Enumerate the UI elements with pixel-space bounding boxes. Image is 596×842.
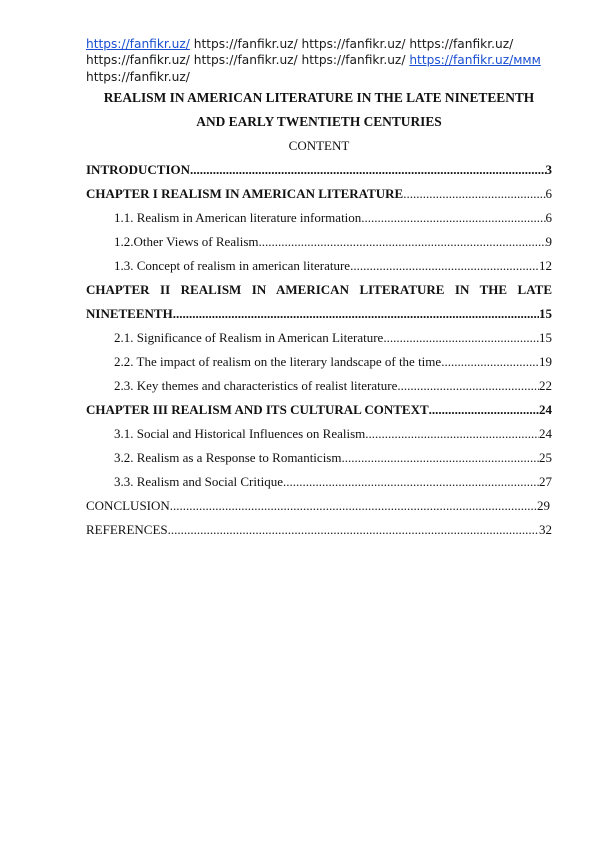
toc-leader <box>190 161 545 179</box>
content-heading: CONTENT <box>288 138 350 153</box>
toc-leader <box>383 329 539 347</box>
header-text: https://fanfikr.uz/ https://fanfikr.uz/ https://fanfikr.uz/ <box>86 53 406 68</box>
toc-label: 3.2. Realism as a Response to Romanticism <box>114 450 342 465</box>
toc-entry-3-1[interactable] <box>114 425 552 443</box>
toc-entry-2-3[interactable] <box>114 377 552 395</box>
header-line-1 <box>86 36 556 52</box>
toc-entry-chapter-3[interactable] <box>86 401 552 419</box>
toc-label: 3.1. Social and Historical Influences on Realism <box>114 426 366 441</box>
toc-page: 19 <box>539 354 552 369</box>
toc-entry-chapter-1[interactable] <box>86 185 552 203</box>
link-header <box>86 36 556 85</box>
toc-leader <box>283 473 539 491</box>
toc-page: 24 <box>539 426 552 441</box>
toc-page: 3 <box>545 162 552 177</box>
toc-page: 15 <box>539 306 552 321</box>
toc-page: 24 <box>539 402 552 417</box>
toc-leader <box>168 521 539 539</box>
toc-leader <box>403 185 545 203</box>
toc-entry-chapter-2[interactable] <box>86 305 552 323</box>
document-title-line-2: AND EARLY TWENTIETH CENTURIES <box>196 114 442 129</box>
toc-page: 15 <box>539 330 552 345</box>
document-title-line-1: REALISM IN AMERICAN LITERATURE IN THE LATE NINETEENTH <box>103 90 535 105</box>
header-link[interactable]: https://fanfikr.uz/ <box>86 37 190 51</box>
toc-entry-3-3[interactable] <box>114 473 552 491</box>
toc-entry-conclusion[interactable] <box>86 497 550 515</box>
header-text: https://fanfikr.uz/ https://fanfikr.uz/ https://fanfikr.uz/ <box>189 37 514 51</box>
toc-label: CHAPTER I REALISM IN AMERICAN LITERATURE <box>86 186 404 201</box>
toc-entry-2-2[interactable] <box>114 353 552 371</box>
toc-entry-1-3[interactable] <box>114 257 552 275</box>
toc-label: REFERENCES <box>86 522 168 537</box>
toc-leader <box>350 257 539 275</box>
toc-leader <box>365 425 539 443</box>
toc-entry-references[interactable] <box>86 521 552 539</box>
toc-label: INTRODUCTION <box>86 162 191 177</box>
header-line-3 <box>86 69 556 85</box>
toc-page: 9 <box>545 234 552 249</box>
toc-label: 2.2. The impact of realism on the literary landscape of the time <box>114 354 442 369</box>
toc-label: 1.3. Concept of realism in american literature <box>114 258 351 273</box>
header-text: https://fanfikr.uz/ <box>86 69 190 84</box>
toc-entry-introduction[interactable] <box>86 161 552 179</box>
toc-page: 25 <box>539 450 552 465</box>
toc-leader <box>397 377 539 395</box>
toc-chapter-2-line-1[interactable]: CHAPTER II REALISM IN AMERICAN LITERATURE IN THE LATE <box>86 282 552 297</box>
toc-page: 32 <box>539 522 552 537</box>
toc-leader <box>429 401 539 419</box>
toc-label: 2.3. Key themes and characteristics of realist literature <box>114 378 398 393</box>
toc-leader <box>173 305 539 323</box>
toc-leader <box>170 497 537 515</box>
toc-label: CHAPTER III REALISM AND ITS CULTURAL CONTEXT <box>86 402 429 417</box>
toc-page: 29 <box>537 498 550 513</box>
toc-label: 1.2.Other Views of Realism <box>114 234 259 249</box>
toc-leader <box>361 209 545 227</box>
toc-page: 12 <box>539 258 552 273</box>
toc-label: 2.1. Significance of Realism in American Literature <box>114 330 384 345</box>
toc-page: 22 <box>539 378 552 393</box>
toc-leader <box>259 233 546 251</box>
header-line-2 <box>86 52 556 68</box>
toc-entry-1-1[interactable] <box>114 209 552 227</box>
toc-label: NINETEENTH <box>86 306 173 321</box>
toc-entry-1-2[interactable] <box>114 233 552 251</box>
toc-leader <box>341 449 539 467</box>
toc-page: 6 <box>545 210 552 225</box>
toc-leader <box>441 353 539 371</box>
toc-label: 1.1. Realism in American literature information <box>114 210 362 225</box>
toc-page: 6 <box>545 186 552 201</box>
toc-entry-3-2[interactable] <box>114 449 552 467</box>
toc-label: 3.3. Realism and Social Critique <box>114 474 283 489</box>
toc-page: 27 <box>539 474 552 489</box>
header-link[interactable]: https://fanfikr.uz/ммм <box>409 53 541 68</box>
toc-entry-2-1[interactable] <box>114 329 552 347</box>
toc-label: CONCLUSION <box>86 498 170 513</box>
